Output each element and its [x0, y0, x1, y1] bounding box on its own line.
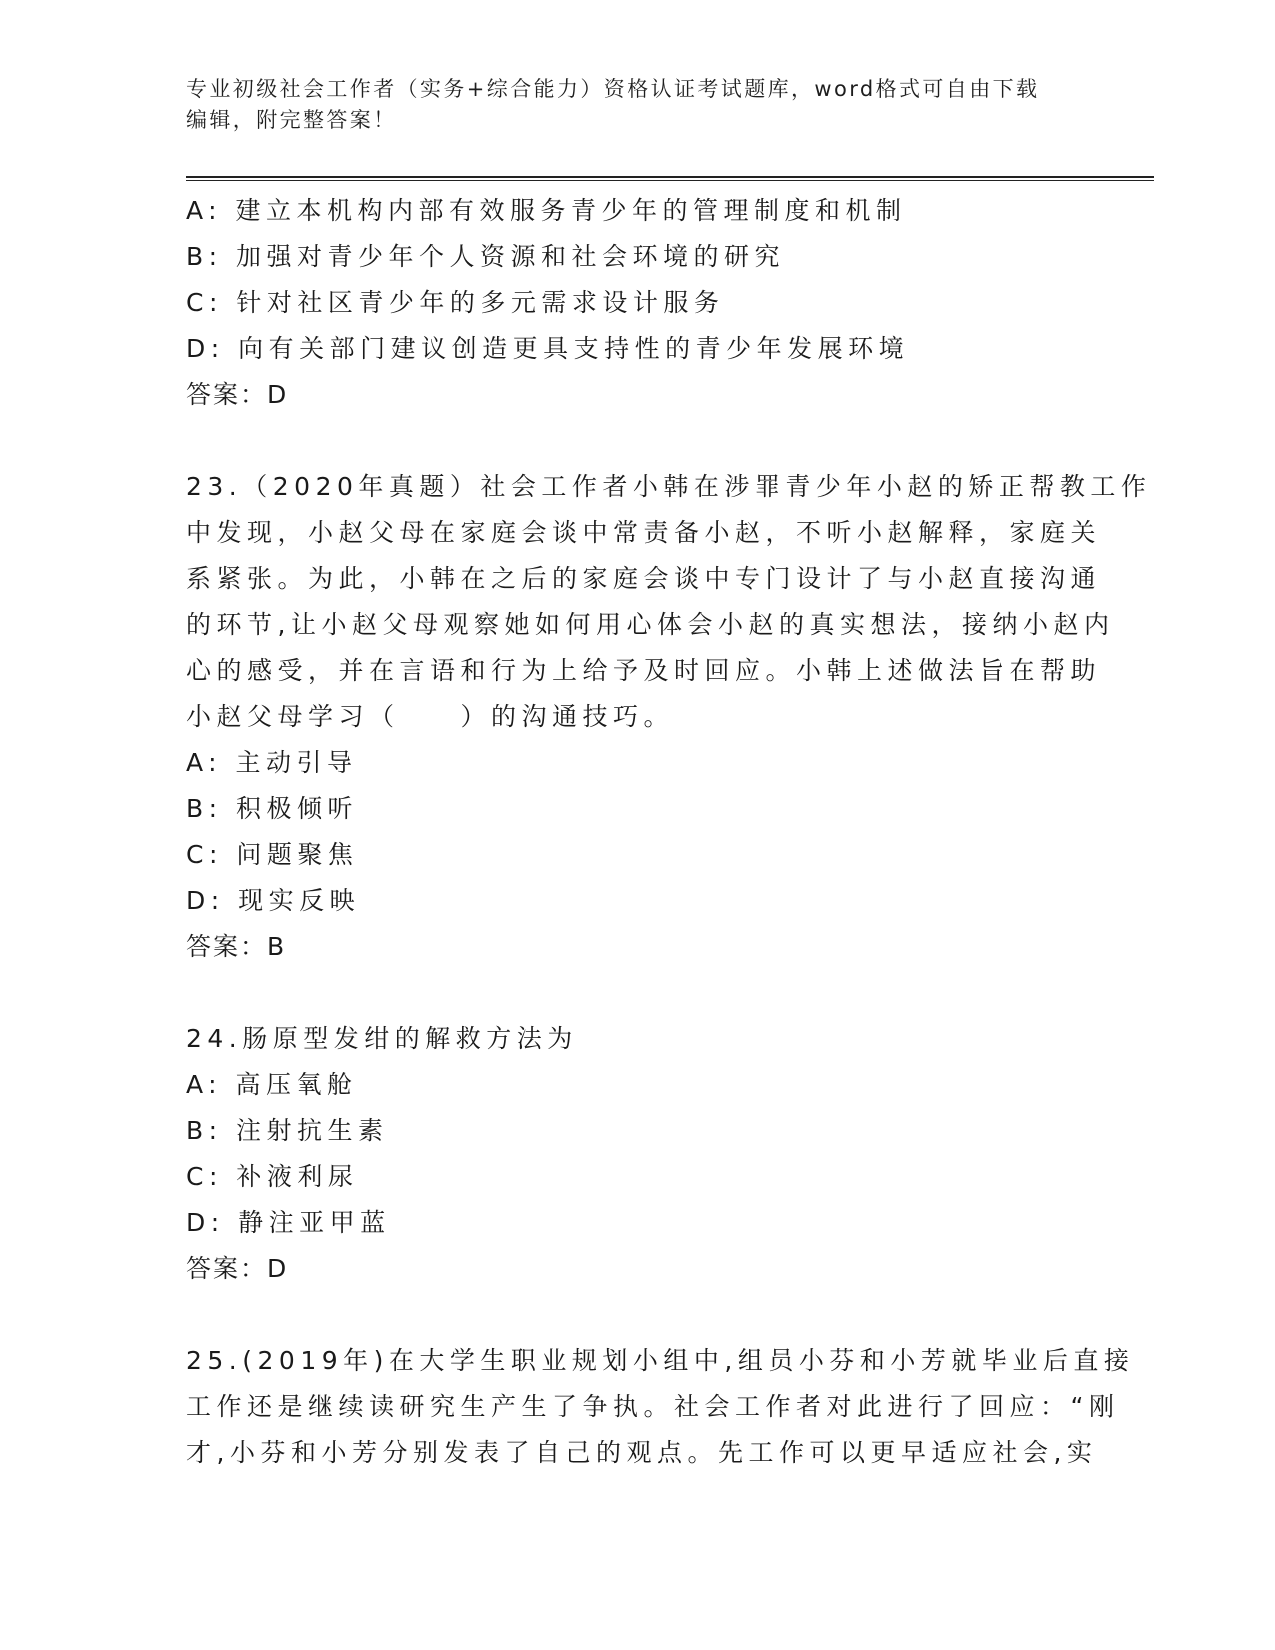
question-stem-line: 系紧张。为此，小韩在之后的家庭会谈中专门设计了与小赵直接沟通	[186, 564, 1102, 593]
question-stem-line: 小赵父母学习（ ）的沟通技巧。	[186, 702, 675, 731]
answer-line: 答案：D	[186, 1254, 289, 1283]
option-d: D: 现实反映	[186, 886, 361, 915]
question-stem-line: 的环节,让小赵父母观察她如何用心体会小赵的真实想法，接纳小赵内	[186, 610, 1115, 639]
answer-line: 答案：D	[186, 380, 289, 409]
option-b: B: 注射抗生素	[186, 1116, 389, 1145]
question-25	[186, 1338, 1135, 1476]
question-stem-line: 23.（2020年真题）社会工作者小韩在涉罪青少年小赵的矫正帮教工作	[186, 472, 1152, 501]
page-header	[186, 74, 1086, 136]
header-divider	[186, 176, 1154, 181]
document-body	[186, 188, 1152, 1476]
question-stem-line: 心的感受，并在言语和行为上给予及时回应。小韩上述做法旨在帮助	[186, 656, 1102, 685]
option-c: C: 针对社区青少年的多元需求设计服务	[186, 288, 725, 317]
option-a: A: 建立本机构内部有效服务青少年的管理制度和机制	[186, 196, 907, 225]
answer-line: 答案：B	[186, 932, 287, 961]
option-b: B: 积极倾听	[186, 794, 359, 823]
option-a: A: 主动引导	[186, 748, 358, 777]
question-stem-line: 工作还是继续读研究生产生了争执。社会工作者对此进行了回应：“刚	[186, 1392, 1120, 1421]
option-d: D: 静注亚甲蓝	[186, 1208, 391, 1237]
question-stem-line: 24.肠原型发绀的解救方法为	[186, 1024, 578, 1053]
question-24	[186, 1016, 1086, 1292]
header-line-2: 编辑，附完整答案！	[186, 108, 397, 132]
question-22	[186, 188, 1086, 418]
question-stem-line: 才,小芬和小芳分别发表了自己的观点。先工作可以更早适应社会,实	[186, 1438, 1098, 1467]
question-stem-line: 25.(2019年)在大学生职业规划小组中,组员小芬和小芳就毕业后直接	[186, 1346, 1135, 1375]
option-a: A: 高压氧舱	[186, 1070, 358, 1099]
header-line-1: 专业初级社会工作者（实务+综合能力）资格认证考试题库，word格式可自由下载	[186, 77, 1040, 101]
question-stem-line: 中发现，小赵父母在家庭会谈中常责备小赵，不听小赵解释，家庭关	[186, 518, 1102, 547]
question-23	[186, 464, 1152, 970]
option-c: C: 问题聚焦	[186, 840, 359, 869]
option-c: C: 补液利尿	[186, 1162, 359, 1191]
option-d: D: 向有关部门建议创造更具支持性的青少年发展环境	[186, 334, 910, 363]
option-b: B: 加强对青少年个人资源和社会环境的研究	[186, 242, 786, 271]
